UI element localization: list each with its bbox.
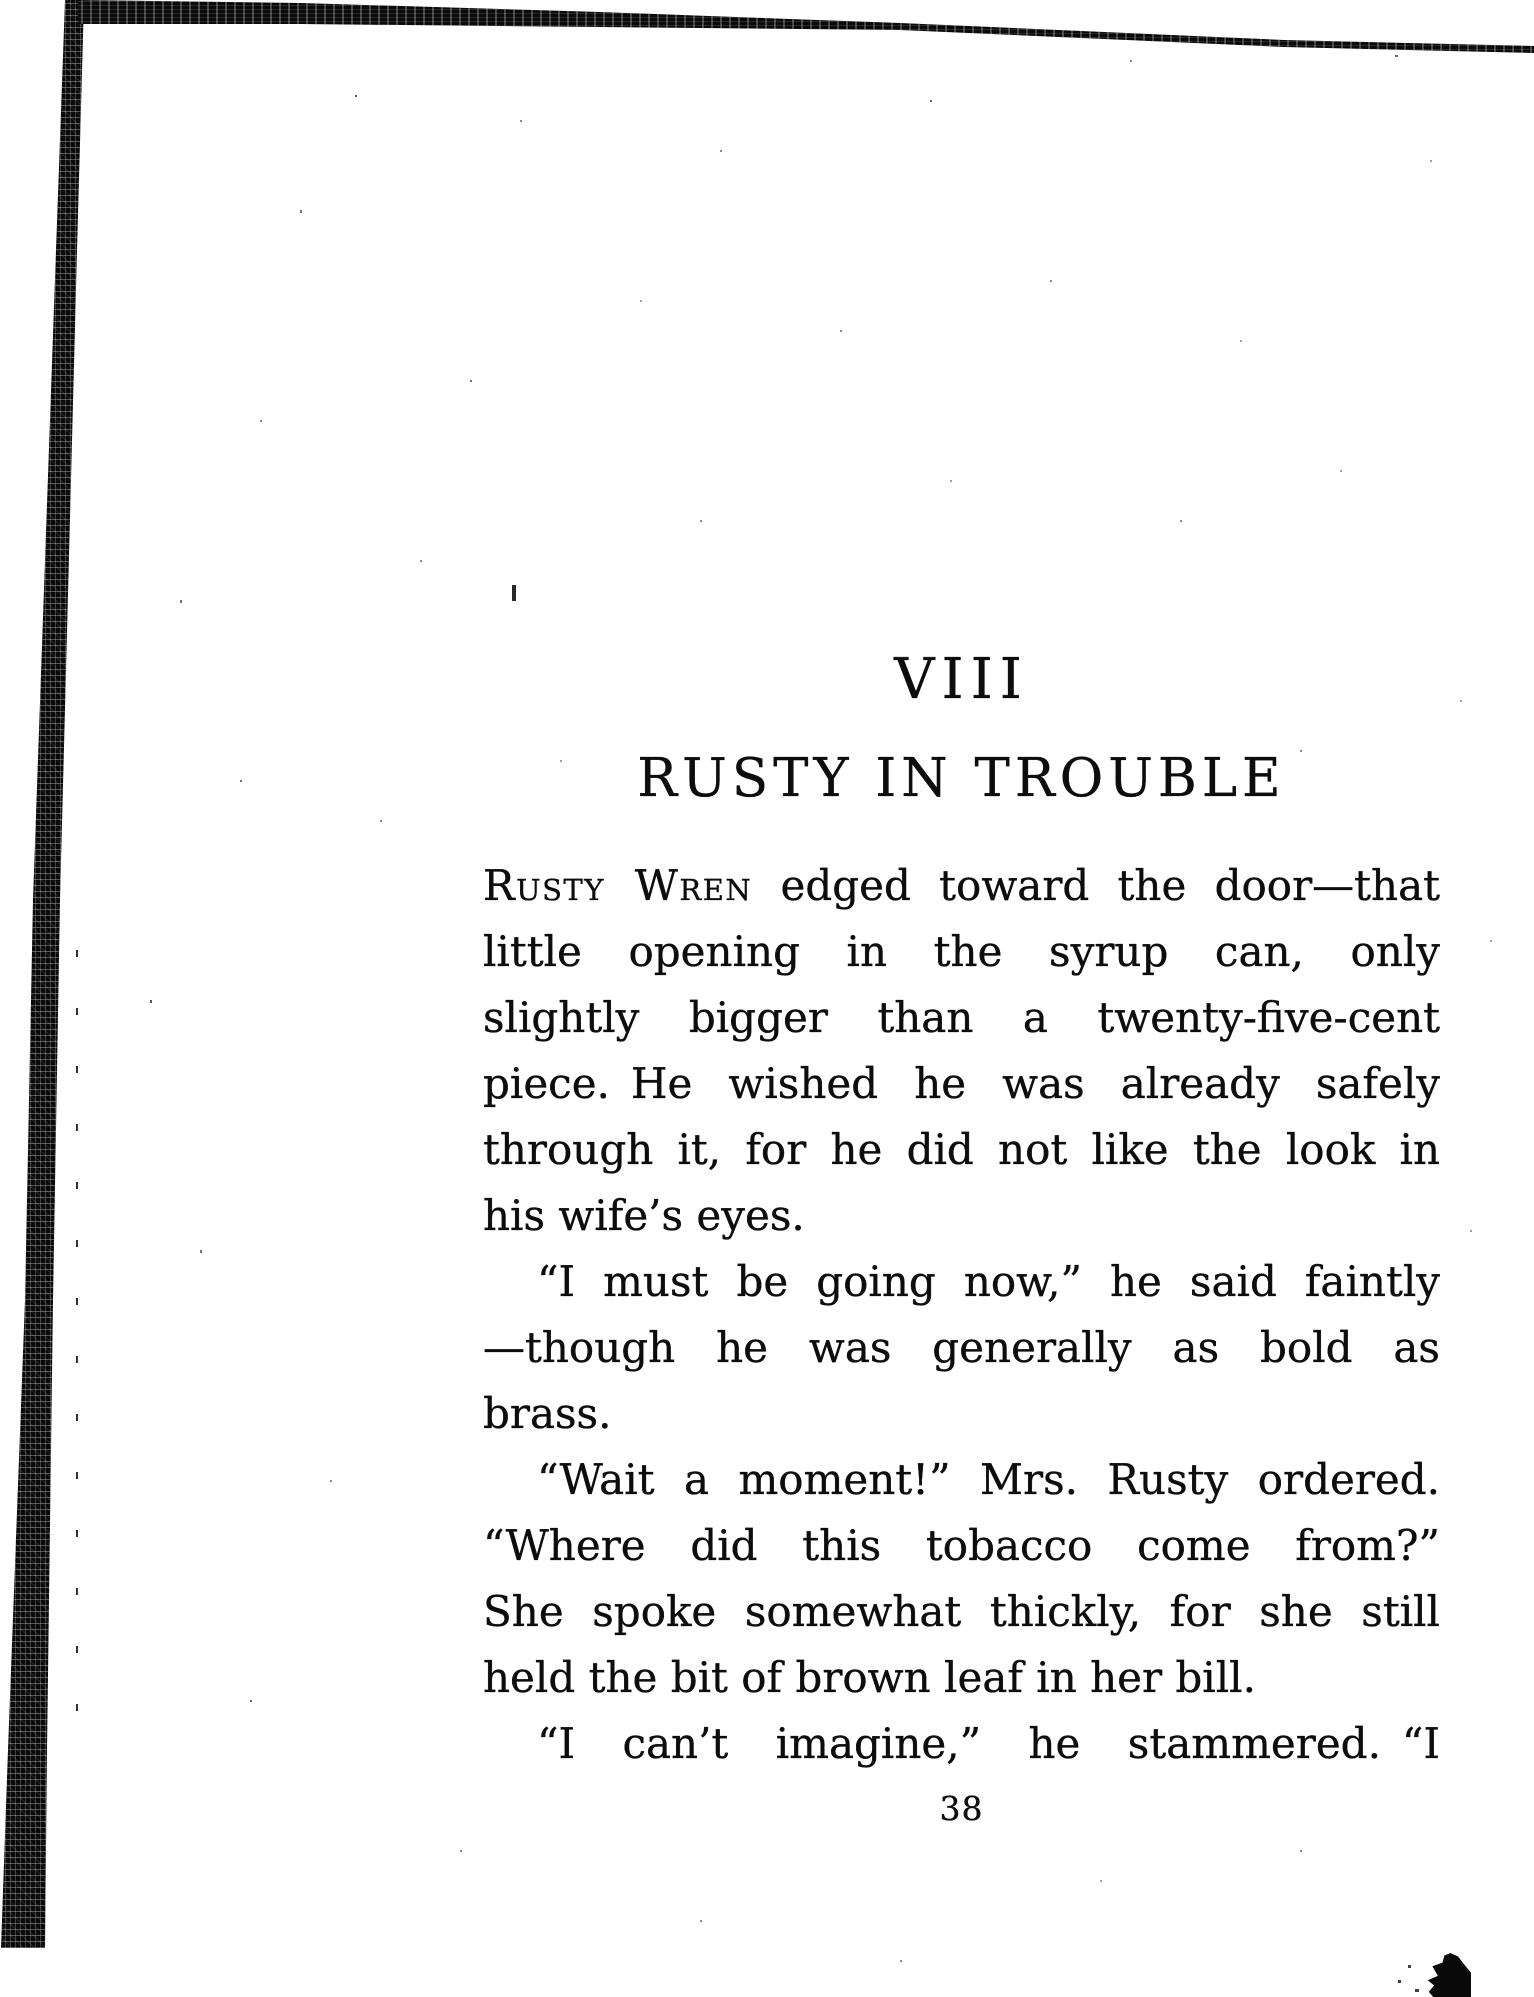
text-line: slightly bigger than a twenty-five-cent bbox=[483, 993, 1440, 1042]
text-line: Rusty Wren edged toward the door—that bbox=[483, 861, 1440, 910]
speckle bbox=[1340, 470, 1342, 472]
speckle bbox=[640, 300, 642, 302]
speckle bbox=[520, 120, 522, 122]
speckle bbox=[900, 1960, 902, 1962]
speckle bbox=[1408, 1965, 1411, 1968]
text-line: little opening in the syrup can, only bbox=[483, 927, 1440, 976]
speckle bbox=[700, 1920, 702, 1922]
speckle bbox=[1490, 940, 1492, 942]
text-line: his wife’s eyes. bbox=[483, 1191, 805, 1240]
text-line: She spoke somewhat thickly, for she still bbox=[483, 1587, 1440, 1636]
speckle bbox=[240, 780, 242, 782]
speckle bbox=[200, 1250, 202, 1253]
speckle bbox=[260, 420, 262, 422]
speckle bbox=[950, 480, 952, 482]
speckle bbox=[1470, 1230, 1472, 1232]
gutter-dash-line bbox=[76, 950, 78, 1760]
speckle bbox=[1300, 750, 1302, 752]
speckle bbox=[300, 210, 302, 213]
text-line: “Wait a moment!” Mrs. Rusty ordered. bbox=[537, 1455, 1440, 1504]
small-caps-lead: Rusty Wren bbox=[483, 861, 753, 910]
speckle bbox=[420, 560, 422, 562]
speckle bbox=[930, 100, 932, 102]
speckle bbox=[470, 380, 472, 382]
page-number: 38 bbox=[939, 1789, 984, 1828]
speckle bbox=[180, 600, 182, 603]
text-line: “I can’t imagine,” he stammered. “I bbox=[537, 1719, 1440, 1768]
text-line: brass. bbox=[483, 1389, 612, 1438]
book-binding-edge bbox=[0, 0, 92, 1948]
speckle bbox=[1050, 280, 1052, 282]
speckle bbox=[250, 1700, 252, 1702]
speckle bbox=[720, 150, 722, 152]
speckle bbox=[512, 585, 516, 601]
chapter-title: RUSTY IN TROUBLE bbox=[637, 748, 1286, 809]
speckle bbox=[1180, 520, 1182, 522]
speckle bbox=[355, 95, 357, 97]
text-line: through it, for he did not like the look in bbox=[483, 1125, 1440, 1174]
page-top-edge bbox=[0, 0, 1534, 58]
speckle bbox=[460, 1850, 462, 1852]
speckle bbox=[1460, 700, 1462, 702]
speckle bbox=[1398, 1980, 1401, 1983]
speckle bbox=[1430, 160, 1432, 162]
text-line: “I must be going now,” he said faintly bbox=[537, 1257, 1440, 1306]
speckle bbox=[700, 520, 702, 522]
text-line: “Where did this tobacco come from?” bbox=[483, 1521, 1440, 1570]
text-line: piece. He wished he was already safely bbox=[483, 1059, 1440, 1108]
speckle bbox=[1100, 1880, 1102, 1882]
speckle bbox=[150, 1000, 152, 1003]
ink-blot bbox=[1425, 1953, 1471, 1997]
speckle bbox=[1395, 55, 1398, 57]
speckle bbox=[1130, 60, 1132, 62]
text-line: —though he was generally as bold as bbox=[483, 1323, 1440, 1372]
speckle bbox=[1240, 340, 1242, 342]
speckle bbox=[380, 820, 382, 822]
speckle bbox=[840, 330, 842, 332]
speckle bbox=[330, 1480, 332, 1482]
chapter-number: VIII bbox=[894, 647, 1029, 712]
speckle bbox=[1300, 1850, 1302, 1852]
body-text bbox=[483, 853, 1440, 1777]
speckle bbox=[560, 760, 562, 762]
speckle bbox=[1415, 1989, 1419, 1992]
text-line: held the bit of brown leaf in her bill. bbox=[483, 1653, 1256, 1702]
